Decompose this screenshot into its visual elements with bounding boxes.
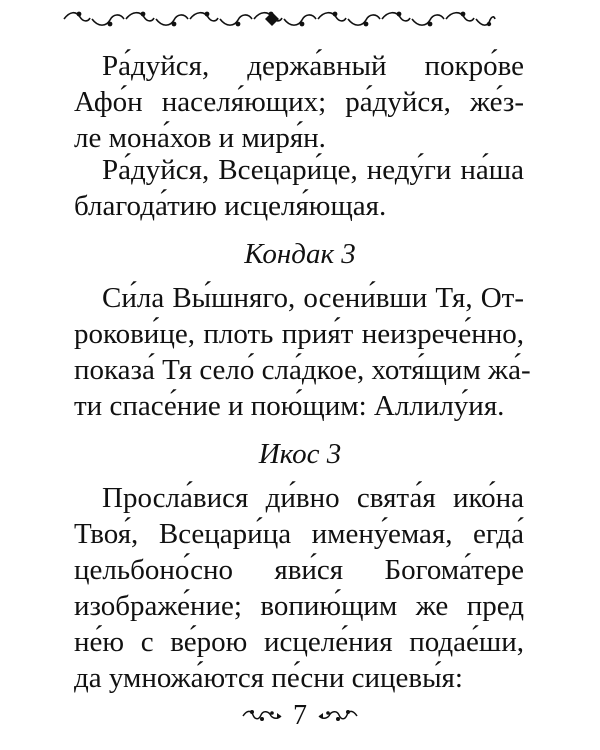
ikos-line-1: Просла́вися ди́вно свята́я ико́на bbox=[102, 482, 524, 514]
ikos-line-6: да умножа́ются пе́сни сицевы́я: bbox=[74, 662, 463, 694]
stanza-1-line-3: ле мона́хов и миря́н. bbox=[74, 122, 326, 154]
ikos-line-3: цельбоно́сно яви́ся Богома́тере bbox=[74, 554, 524, 586]
kontakion-line-4: ти спасе́ние и пою́щим: Аллилу́ия. bbox=[74, 390, 505, 422]
footer-ornament-left-icon bbox=[241, 707, 283, 725]
stanza-1 bbox=[74, 48, 524, 156]
kontakion-text bbox=[74, 280, 531, 424]
stanza-1-line-2: Афо́н населя́ющих; ра́дуйся, же́з- bbox=[74, 86, 524, 118]
ikos-line-5: не́ю с ве́рою исцеле́ния подае́ши, bbox=[74, 626, 524, 658]
kontakion-line-1: Си́ла Вы́шняго, осени́вши Тя, От- bbox=[102, 282, 524, 314]
kontakion-line-3: показа́ Тя село́ сла́дкое, хотя́щим жа́- bbox=[74, 354, 531, 386]
stanza-2 bbox=[74, 152, 524, 224]
stanza-2-line-2: благода́тию исцеля́ющая. bbox=[74, 190, 387, 222]
page-footer bbox=[0, 698, 600, 734]
kontakion-line-2: рокови́це, плоть прия́т неизрече́нно, bbox=[74, 318, 524, 350]
ikos-heading: Икос 3 bbox=[258, 438, 342, 470]
header-ornament-icon bbox=[62, 8, 496, 30]
ikos-line-2: Твоя́, Всецари́ца имену́емая, егда́ bbox=[74, 518, 524, 550]
kontakion-heading: Кондак 3 bbox=[244, 238, 356, 270]
ikos-text bbox=[74, 480, 524, 696]
stanza-2-line-1: Ра́дуйся, Всецари́це, неду́ги на́ша bbox=[102, 154, 524, 186]
footer-ornament-right-icon bbox=[317, 707, 359, 725]
stanza-1-line-1: Ра́дуйся, держа́вный покро́ве bbox=[102, 50, 524, 82]
ikos-line-4: изображе́ние; вопию́щим же пред bbox=[74, 590, 524, 622]
page-number: 7 bbox=[293, 700, 307, 731]
